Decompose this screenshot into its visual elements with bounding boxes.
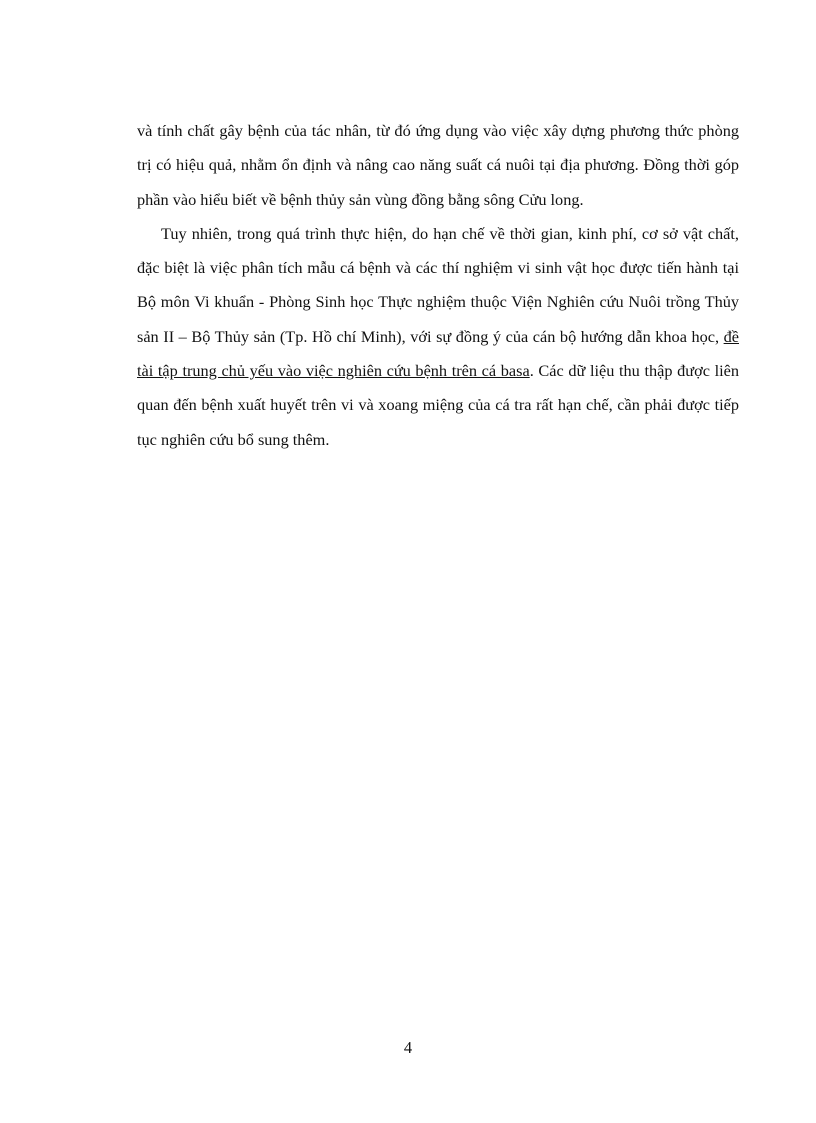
page-number: 4 — [403, 1038, 413, 1057]
body-text — [137, 114, 739, 457]
paragraph-2 — [137, 217, 739, 457]
paragraph-2-text-before: Tuy nhiên, trong quá trình thực hiện, do hạn chế về thời gian, kinh phí, cơ sở vật chất, đặc biệt là việc phân tích mẫu cá bệnh và các thí nghiệm vi sinh vật học được tiến hành tại Bộ môn Vi khuẩn - Phòng Sinh học Thực nghiệm thuộc Viện Nghiên cứu Nuôi trồng Thủy sản II – Bộ Thủy sản (Tp. Hồ chí Minh), với sự đồng ý của cán bộ hướng dẫn khoa học, — [137, 223, 739, 346]
paragraph-2-underlined-text: đề tài tập trung chủ yếu vào việc nghiên cứu bệnh trên cá basa — [137, 326, 739, 381]
paragraph-2-text-after: . Các dữ liệu thu thập được liên quan đến bệnh xuất huyết trên vi và xoang miệng của cá tra rất hạn chế, cần phải được tiếp tục nghiên cứu bổ sung thêm. — [137, 361, 739, 449]
paragraph-1: và tính chất gây bệnh của tác nhân, từ đó ứng dụng vào việc xây dựng phương thức phòng trị có hiệu quả, nhằm ổn định và nâng cao năng suất cá nuôi tại địa phương. Đồng thời góp phần vào hiểu biết về bệnh thủy sản vùng đồng bằng sông Cửu long. — [137, 121, 739, 209]
